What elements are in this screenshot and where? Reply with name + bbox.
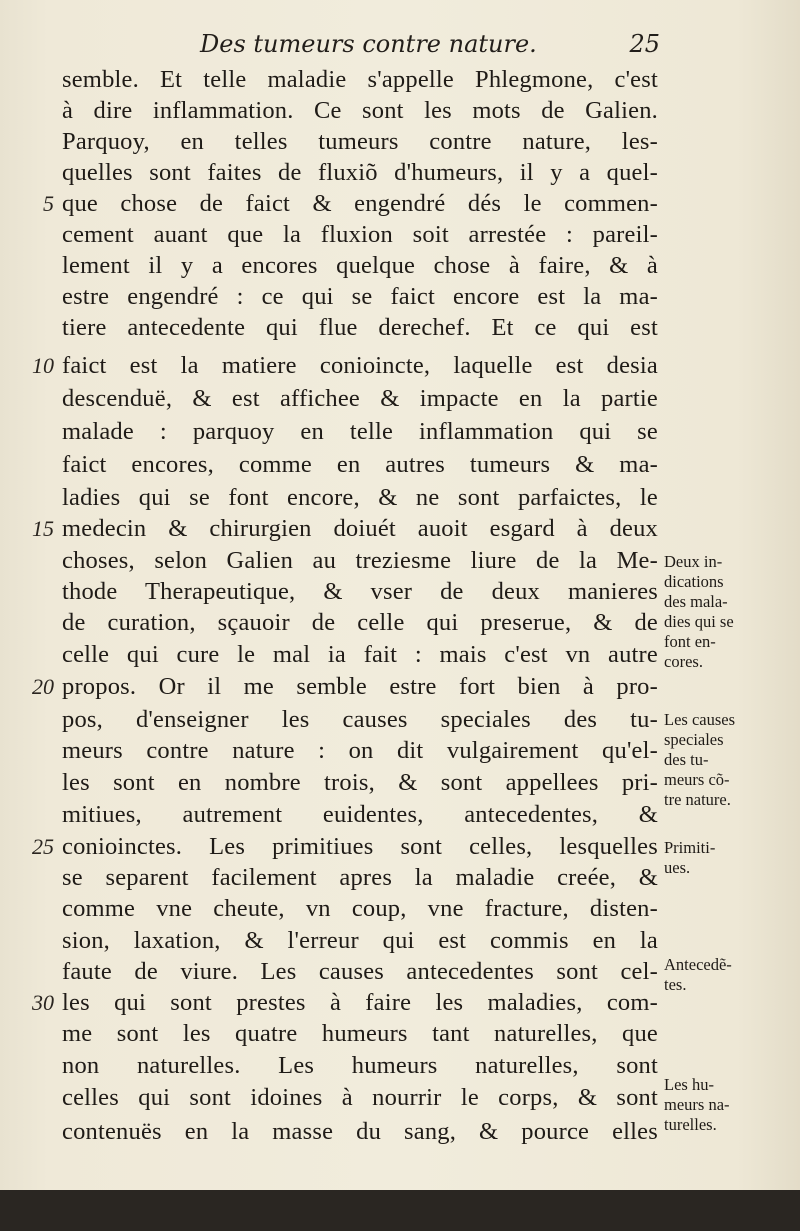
running-title: Des tumeurs contre nature. <box>200 30 537 58</box>
page-number: 25 <box>629 30 660 58</box>
text-line: descenduë, & est affichee & impacte en la partie <box>62 385 658 412</box>
margin-note-line: Primiti- <box>664 838 716 857</box>
text-line: celle qui cure le mal ia fait : mais c'est vn autre <box>62 641 658 668</box>
margin-note-line: cores. <box>664 652 703 671</box>
text-line: meurs contre nature : on dit vulgairement qu'el- <box>62 737 658 764</box>
margin-note-line: ues. <box>664 858 691 877</box>
margin-note-line: font en- <box>664 632 716 651</box>
margin-note-line: dies qui se <box>664 612 734 631</box>
margin-note-causes-speciales <box>664 710 794 810</box>
text-line: estre engendré : ce qui se faict encore est la ma- <box>62 283 658 310</box>
margin-note-line: des mala- <box>664 592 728 611</box>
text-line: les sont en nombre trois, & sont appellees pri- <box>62 769 658 796</box>
text-line: semble. Et telle maladie s'appelle Phlegmone, c'est <box>62 66 658 93</box>
text-line: à dire inflammation. Ce sont les mots de Galien. <box>62 97 658 124</box>
page-header <box>200 30 660 64</box>
text-line: se separent facilement apres la maladie creée, & <box>62 864 658 891</box>
text-line: les qui sont prestes à faire les maladies, com- <box>62 989 658 1016</box>
margin-note-line: Antecedẽ- <box>664 955 732 974</box>
text-line: de curation, sçauoir de celle qui preserue, & de <box>62 609 658 636</box>
text-line: mitiues, autrement euidentes, antecedentes, & <box>62 801 658 828</box>
margin-note-line: meurs cõ- <box>664 770 730 789</box>
margin-note-line: Les causes <box>664 710 736 729</box>
margin-note-line: turelles. <box>664 1115 717 1134</box>
text-line: choses, selon Galien au treziesme liure de la Me- <box>62 547 658 574</box>
margin-note-antecedentes <box>664 955 794 995</box>
text-line: comme vne cheute, vn coup, vne fracture, disten- <box>62 895 658 922</box>
margin-note-line: meurs na- <box>664 1095 730 1114</box>
text-line: faict est la matiere conioincte, laquelle est desia <box>62 352 658 379</box>
text-line: celles qui sont idoines à nourrir le corps, & sont <box>62 1084 658 1111</box>
text-line: malade : parquoy en telle inflammation qui se <box>62 418 658 445</box>
line-number: 5 <box>43 191 54 216</box>
text-line: thode Therapeutique, & vser de deux manieres <box>62 578 658 605</box>
text-line: faute de viure. Les causes antecedentes sont cel- <box>62 958 658 985</box>
line-number: 20 <box>32 674 54 699</box>
line-number: 25 <box>32 834 54 859</box>
text-line: pos, d'enseigner les causes speciales des tu- <box>62 706 658 733</box>
text-line: lement il y a encores quelque chose à faire, & à <box>62 252 658 279</box>
text-line: non naturelles. Les humeurs naturelles, sont <box>62 1052 658 1079</box>
line-number: 30 <box>32 990 54 1015</box>
line-number: 10 <box>32 353 54 378</box>
text-line: medecin & chirurgien doiuét auoit esgard à deux <box>62 515 658 542</box>
margin-note-line: Deux in- <box>664 552 723 571</box>
text-line: Parquoy, en telles tumeurs contre nature, les- <box>62 128 658 155</box>
text-line: me sont les quatre humeurs tant naturelles, que <box>62 1020 658 1047</box>
text-line: conioinctes. Les primitiues sont celles, lesquelles <box>62 833 658 860</box>
margin-note-deux-indications <box>664 552 794 672</box>
line-number: 15 <box>32 516 54 541</box>
text-line: faict encores, comme en autres tumeurs & ma- <box>62 451 658 478</box>
margin-note-line: dications <box>664 572 724 591</box>
margin-note-line: tre nature. <box>664 790 731 809</box>
page-edge-shadow <box>0 1190 800 1231</box>
margin-note-line: tes. <box>664 975 687 994</box>
text-line: ladies qui se font encore, & ne sont parfaictes, le <box>62 484 658 511</box>
margin-note-humeurs-naturelles <box>664 1075 794 1135</box>
margin-note-line: des tu- <box>664 750 709 769</box>
margin-note-line: Les hu- <box>664 1075 714 1094</box>
margin-note-line: speciales <box>664 730 724 749</box>
text-line: que chose de faict & engendré dés le commen- <box>62 190 658 217</box>
text-line: cement auant que la fluxion soit arrestée : pareil- <box>62 221 658 248</box>
text-line: tiere antecedente qui flue derechef. Et ce qui est <box>62 314 658 341</box>
margin-note-primitiues <box>664 838 794 878</box>
text-line: sion, laxation, & l'erreur qui est commis en la <box>62 927 658 954</box>
text-line: propos. Or il me semble estre fort bien à pro- <box>62 673 658 700</box>
text-line: quelles sont faites de fluxiõ d'humeurs, il y a quel- <box>62 159 658 186</box>
text-line: contenuës en la masse du sang, & pource elles <box>62 1118 658 1145</box>
